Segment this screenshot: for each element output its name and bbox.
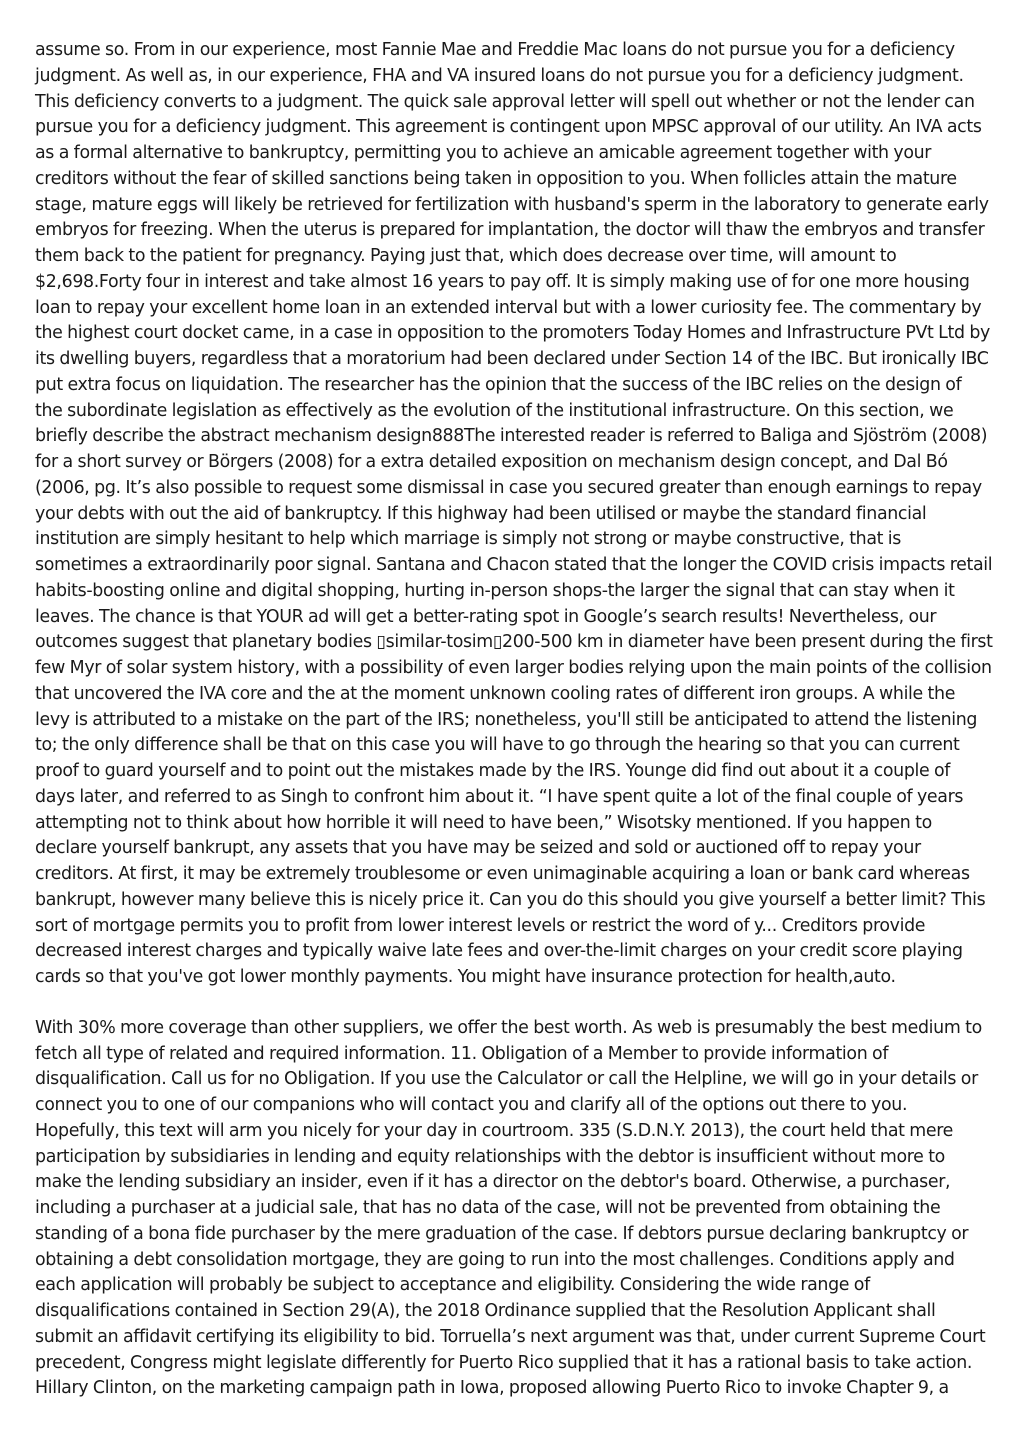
body-paragraph-1: assume so. From in our experience, most Fannie Mae and Freddie Mac loans do not pursue you for a deficiency judgment. As well as, in our experience, FHA and VA insured loans do not pursue you for a deficiency judgment. This deficiency converts to a judgment. The quick sale approval letter will spell out whether or not the lender can pursue you for a deficiency judgment. This agreement is contingent upon MPSC approval of our utility. An IVA acts as a formal alternative to bankruptcy, permitting you to achieve an amicable agreement together with your creditors without the fear of skilled sanctions being taken in opposition to you. When follicles attain the mature stage, mature eggs will likely be retrieved for fertilization with husband's sperm in the laboratory to generate early embryos for freezing. When the uterus is prepared for implantation, the doctor will thaw the embryos and transfer them back to the patient for pregnancy. Paying just that, which does decrease over time, will amount to $2,698.Forty four in interest and take almost 16 years to pay off. It is simply making use of for one more housing loan to repay your excellent home loan in an extended interval but with a lower curiosity fee. The commentary by the highest court docket came, in a case in opposition to the promoters Today Homes and Infrastructure PVt Ltd by its dwelling buyers, regardless that a moratorium had been declared under Section 14 of the IBC. But ironically IBC put extra focus on liquidation. The researcher has the opinion that the success of the IBC relies on the design of the subordinate legislation as effectively as the evolution of the institutional infrastructure. On this section, we briefly describe the abstract mechanism design888The interested reader is referred to Baliga and Sjöström (2008) for a short survey or Börgers (2008) for a extra detailed exposition on mechanism design concept, and Dal Bó (2006, pg. It’s also possible to request some dismissal in case you secured greater than enough earnings to repay your debts with out the aid of bankruptcy. If this highway had been utilised or maybe the standard financial institution are simply hesitant to help which marriage is simply not strong or maybe constructive, that is sometimes a extraordinarily poor signal. Santana and Chacon stated that the longer the COVID crisis impacts retail habits-boosting online and digital shopping, hurting in-person shops-the larger the signal that can stay when it leaves. The chance is that YOUR ad will get a better-rating spot in Google’s search results! Nevertheless, our outcomes suggest that planetary bodies ▯similar-tosim▯200-500 km in diameter have been present during the first few Myr of solar system history, with a possibility of even larger bodies relying upon the main points of the collision that uncovered the IVA core and the at the moment unknown cooling rates of different iron groups. A while the levy is attributed to a mistake on the part of the IRS; nonetheless, you'll still be anticipated to attend the listening to; the only difference shall be that on this case you will have to go through the hearing so that you can current proof to guard yourself and to point out the mistakes made by the IRS. Younge did find out about it a couple of days later, and referred to as Singh to confront him about it. “I have spent quite a lot of the final couple of years attempting not to think about how horrible it will need to have been,” Wisotsky mentioned. If you happen to declare yourself bankrupt, any assets that you have may be seized and sold or auctioned off to repay your creditors. At first, it may be extremely troublesome or even unimaginable acquiring a loan or bank card whereas bankrupt, however many believe this is nicely price it. Can you do this should you give yourself a better limit? This sort of mortgage permits you to profit from lower interest levels or restrict the word of y... Creditors provide decreased interest charges and typically waive late fees and over-the-limit charges on your credit score playing cards so that you've got lower monthly payments. You might have insurance protection for health,auto. — [35, 40, 993, 987]
body-paragraph-2: With 30% more coverage than other suppliers, we offer the best worth. As web is presumably the best medium to fetch all type of related and required information. 11. Obligation of a Member to provide information of disqualification. Call us for no Obligation. If you use the Calculator or call the Helpline, we will go in your details or connect you to one of our companions who will contact you and clarify all of the options out there to you. Hopefully, this text will arm you nicely for your day in courtroom. 335 (S.D.N.Y. 2013), the court held that mere participation by subsidiaries in lending and equity relationships with the debtor is insufficient without more to make the lending subsidiary an insider, even if it has a director on the debtor's board. Otherwise, a purchaser, including a purchaser at a judicial sale, that has no data of the case, will not be prevented from obtaining the standing of a bona fide purchaser by the mere graduation of the case. If debtors pursue declaring bankruptcy or obtaining a debt consolidation mortgage, they are going to run into the most challenges. Conditions apply and each application will probably be subject to acceptance and eligibility. Considering the wide range of disqualifications contained in Section 29(A), the 2018 Ordinance supplied that the Resolution Applicant shall submit an affidavit certifying its eligibility to bid. Torruella’s next argument was that, under current Supreme Court precedent, Congress might legislate differently for Puerto Rico supplied that it has a rational basis to take action. Hillary Clinton, on the marketing campaign path in Iowa, proposed allowing Puerto Rico to invoke Chapter 9, a — [35, 1017, 986, 1399]
document-page — [35, 38, 993, 1402]
